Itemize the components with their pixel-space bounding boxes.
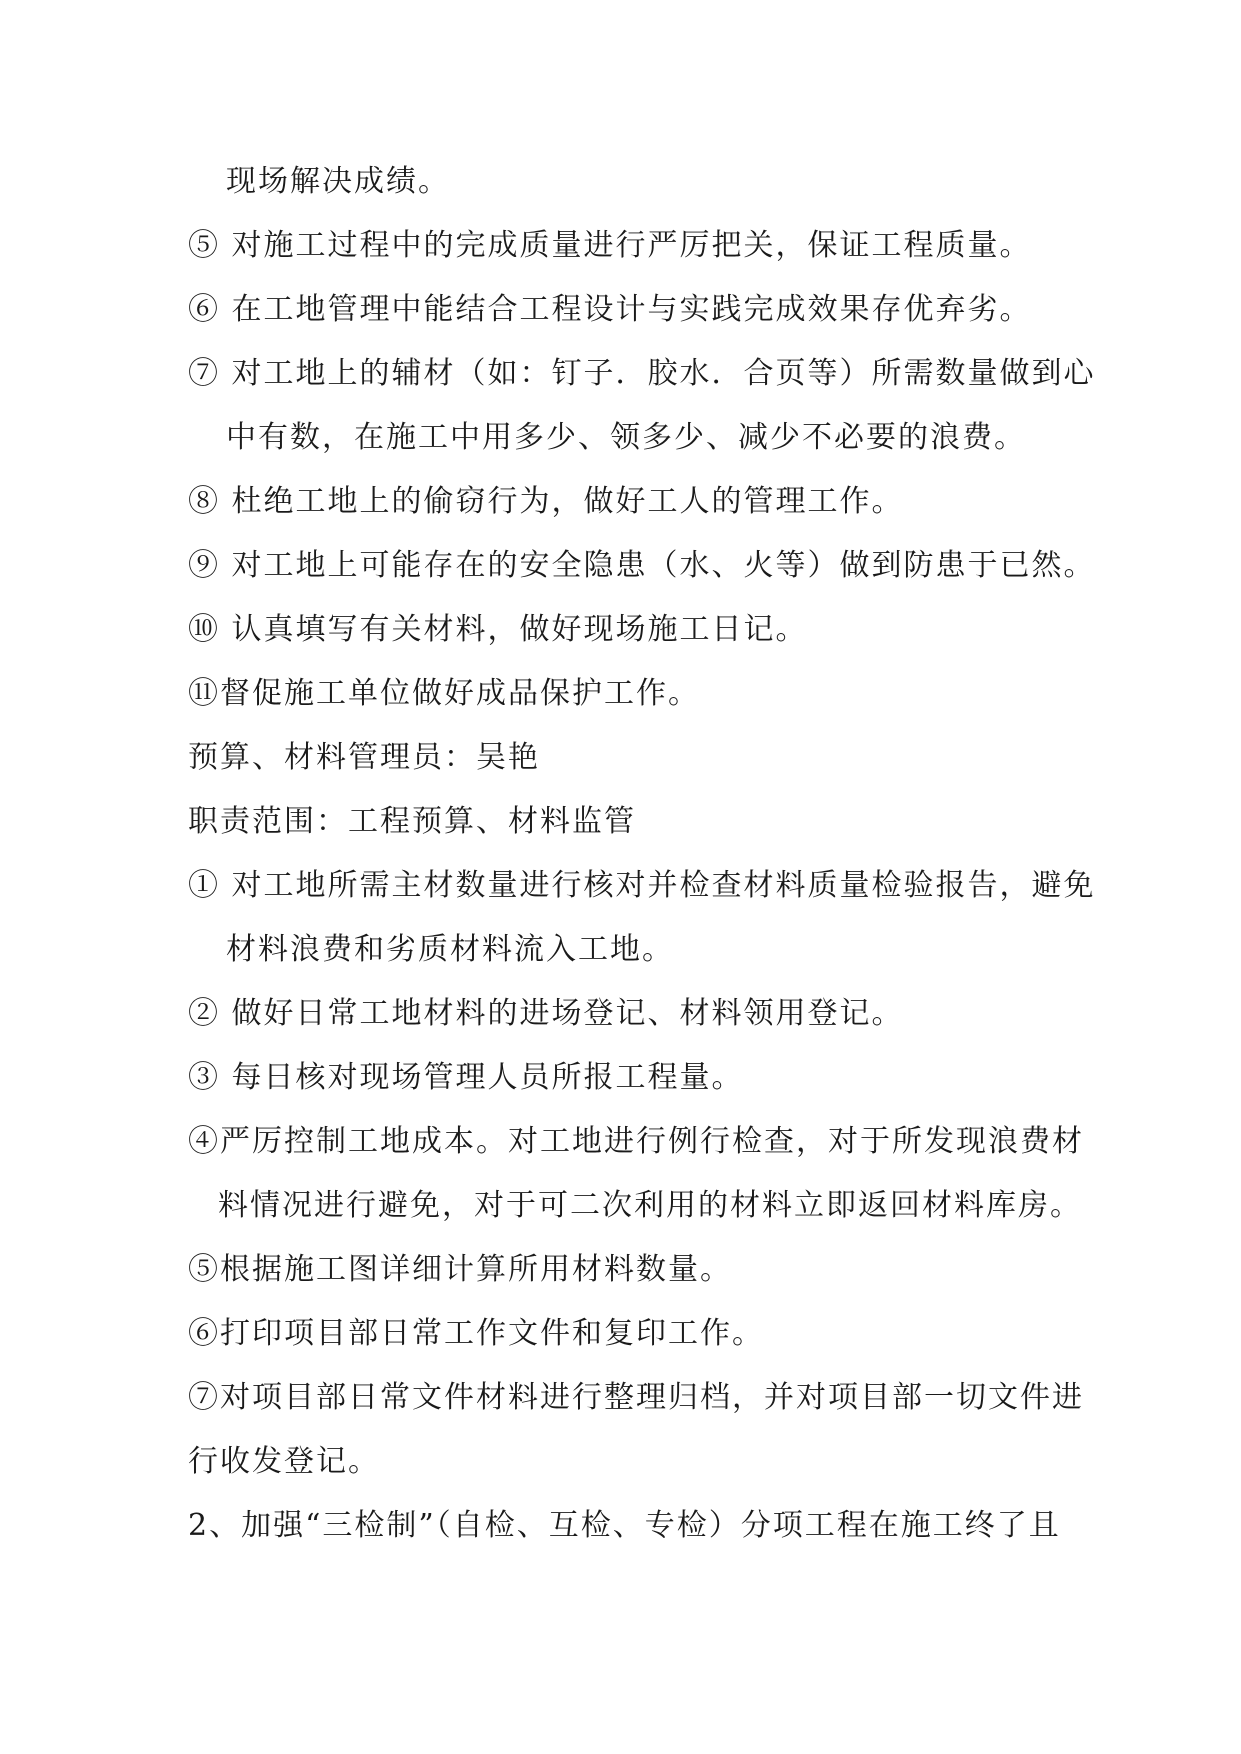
- list-item-10: ⑩ 认真填写有关材料，做好现场施工日记。: [188, 612, 808, 647]
- list-item-9: ⑨ 对工地上可能存在的安全隐患（水、火等）做到防患于已然。: [188, 548, 1096, 583]
- list-item-6: ⑥ 在工地管理中能结合工程设计与实践完成效果存优弃劣。: [188, 292, 1032, 327]
- list-item-7-continuation: 中有数，在施工中用多少、领多少、减少不必要的浪费。: [226, 420, 1026, 455]
- duty-item-2: ② 做好日常工地材料的进场登记、材料领用登记。: [188, 996, 904, 1031]
- section-2-heading: 2、加强“三检制”（自检、互检、专检）分项工程在施工终了且: [188, 1508, 1061, 1543]
- duty-item-6: ⑥打印项目部日常工作文件和复印工作。: [188, 1316, 764, 1351]
- list-item-7: ⑦ 对工地上的辅材（如：钉子．胶水．合页等）所需数量做到心: [188, 356, 1096, 391]
- responsibility-scope: 职责范围：工程预算、材料监管: [188, 804, 636, 839]
- duty-item-7-continuation: 行收发登记。: [188, 1444, 380, 1479]
- role-heading: 预算、材料管理员：吴艳: [188, 740, 540, 775]
- list-item-5: ⑤ 对施工过程中的完成质量进行严厉把关，保证工程质量。: [188, 228, 1032, 263]
- duty-item-1-continuation: 材料浪费和劣质材料流入工地。: [226, 932, 674, 967]
- list-item-8: ⑧ 杜绝工地上的偷窃行为，做好工人的管理工作。: [188, 484, 904, 519]
- duty-item-5: ⑤根据施工图详细计算所用材料数量。: [188, 1252, 732, 1287]
- duty-item-4: ④严厉控制工地成本。对工地进行例行检查，对于所发现浪费材: [188, 1124, 1084, 1159]
- duty-item-4-continuation: 料情况进行避免，对于可二次利用的材料立即返回材料库房。: [218, 1188, 1082, 1223]
- list-item-11: ⑪督促施工单位做好成品保护工作。: [188, 676, 700, 711]
- duty-item-1: ① 对工地所需主材数量进行核对并检查材料质量检验报告，避免: [188, 868, 1096, 903]
- duty-item-7: ⑦对项目部日常文件材料进行整理归档，并对项目部一切文件进: [188, 1380, 1084, 1415]
- text-line-continuation: 现场解决成绩。: [226, 164, 450, 199]
- duty-item-3: ③ 每日核对现场管理人员所报工程量。: [188, 1060, 744, 1095]
